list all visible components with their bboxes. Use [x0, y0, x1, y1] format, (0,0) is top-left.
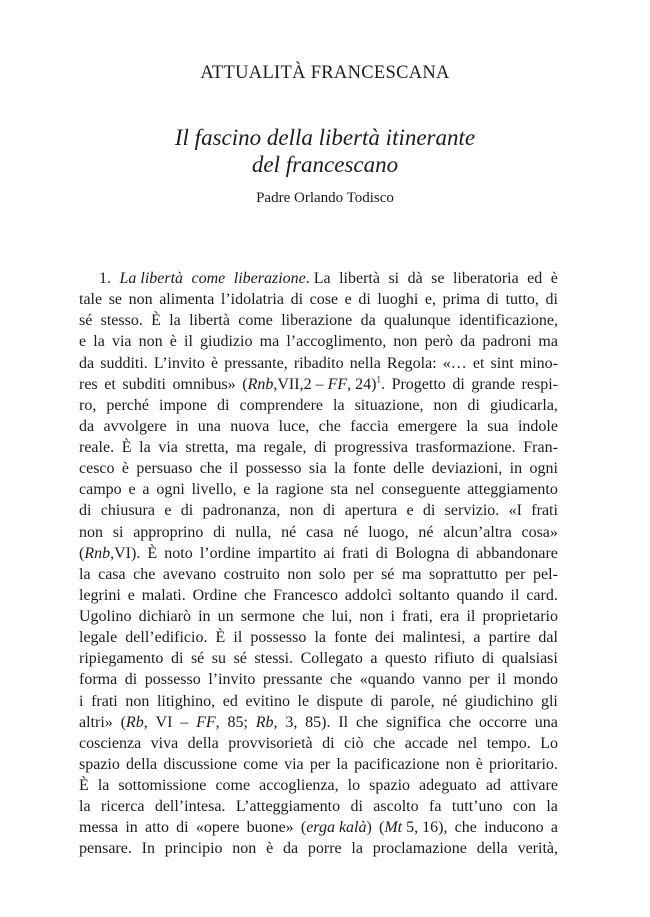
text-line: campo e a ogni livello, e la ragione sta nel conseguente atteggiamento: [79, 481, 558, 499]
text-line: (Rnb,VI). È noto l’ordine impartito ai frati di Bologna di abbandonare: [79, 544, 558, 562]
text-line: altri» (Rb, VI – FF, 85; Rb, 3, 85). Il che significa che occorre una: [79, 713, 558, 731]
text-line: coscienza viva della provvisorietà di ciò che accade nel tempo. Lo: [79, 734, 558, 752]
text-line: da avvolgere in una nuova luce, che faccia emergere la sua indole: [79, 417, 558, 435]
text-line: legale dell’edificio. È il possesso la fonte dei malintesi, a partire dal: [79, 629, 558, 647]
text-line: forma di possesso l’invito pressante che «quando vanno per il mondo: [79, 671, 558, 689]
text-line: i frati non litighino, ed evitino le dispute di parole, né giudichino gli: [79, 692, 558, 710]
article-title-line-2: del francescano: [251, 152, 399, 177]
text-line: È la sottomissione come accoglienza, lo spazio adeguato ad attivare: [79, 777, 558, 794]
text-line: 1. La libertà come liberazione. La libertà si dà se liberatoria ed è: [99, 270, 558, 287]
text-line: la ricerca dell’intesa. L’atteggiamento di ascolto fa tutt’uno con la: [79, 798, 558, 816]
text-line: di chiusura e di padronanza, non di apertura e di servizio. «I frati: [79, 502, 558, 520]
text-line: e la via non è il giudizio ma l’accoglimento, non però da padroni ma: [79, 333, 558, 351]
text-line: res et subditi omnibus» (Rnb,VII,2 – FF, 24)$^1$. Progetto di grande respi-: [79, 374, 558, 393]
article-title-line-1: Il fascino della libertà itinerante: [174, 125, 476, 150]
body-text: [79, 268, 558, 860]
text-line: pensare. In principio non è da porre la proclamazione della verità,: [79, 840, 558, 858]
text-line: sé stesso. È la libertà come liberazione da qualunque identificazione,: [79, 312, 558, 330]
section-heading: ATTUALITÀ FRANCESCANA: [200, 63, 450, 83]
text-line: la casa che avevano costruito non solo per sé ma soprattutto per pel-: [79, 565, 558, 583]
text-line: ripiegamento di sé su sé stessi. Collegato a questo rifiuto di qualsiasi: [79, 650, 558, 668]
author-byline: Padre Orlando Todisco: [256, 190, 394, 206]
text-line: cesco è persuaso che il possesso sia la fonte delle deviazioni, in ogni: [79, 460, 558, 478]
footnote-marker: 1: [376, 374, 381, 385]
article-title: [0, 124, 650, 178]
text-line: spazio della discussione come via per la pacificazione non è prioritario.: [79, 755, 558, 773]
text-line: ro, perché impone di comprendere la situazione, non di giudicarla,: [79, 396, 558, 414]
text-line: tale se non alimenta l’idolatria di cose e di luoghi e, prima di tutto, di: [79, 291, 558, 309]
text-line: reale. È la via stretta, ma regale, di progressiva trasformazione. Fran-: [79, 439, 558, 456]
text-line: da sudditi. L’invito è pressante, ribadito nella Regola: «… et sint mino-: [79, 354, 558, 372]
text-line: Ugolino dichiarò in un sermone che lui, non i frati, era il proprietario: [79, 608, 558, 625]
text-line: legrini e malati. Ordine che Francesco addolcì soltanto quando il card.: [79, 586, 558, 604]
text-line: non si approprino di nulla, né casa né luogo, né alcun’altra cosa»: [79, 523, 558, 541]
text-line: messa in atto di «opere buone» (erga kalà) (Mt 5, 16), che inducono a: [79, 819, 558, 837]
